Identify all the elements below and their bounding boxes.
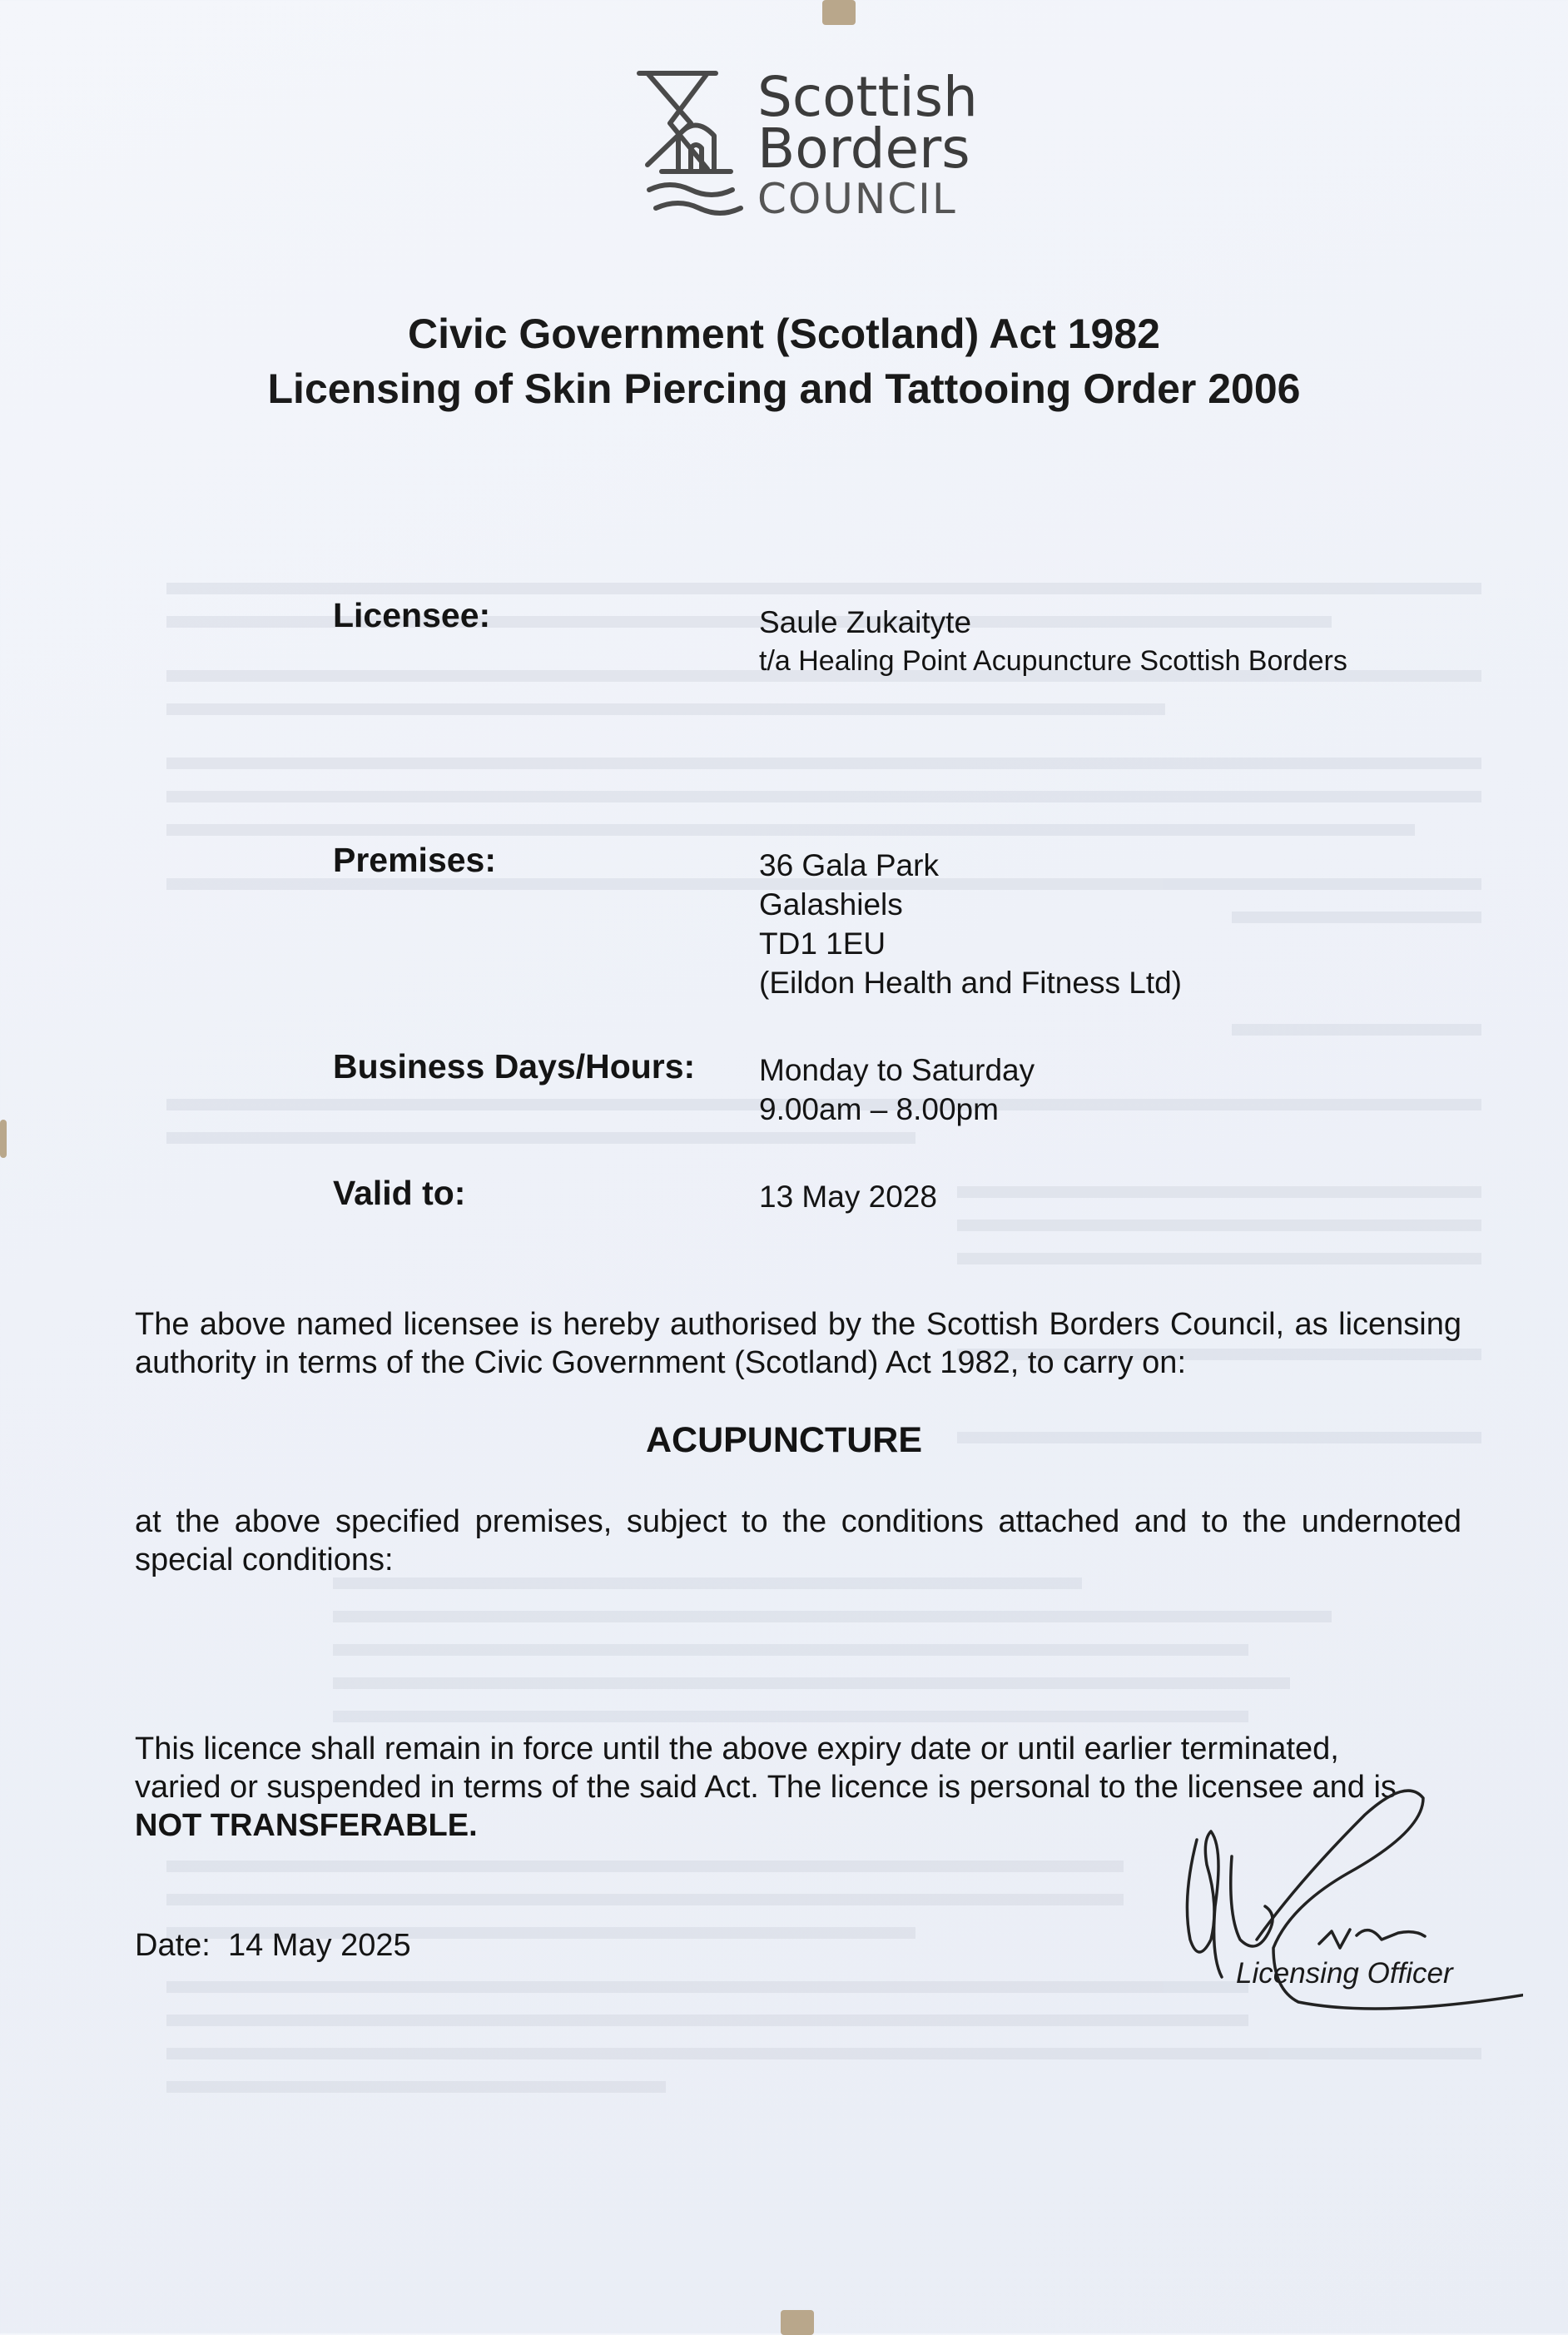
licensed-activity: ACUPUNCTURE	[645, 1420, 923, 1460]
act-title: Civic Government (Scotland) Act 1982	[408, 311, 1160, 357]
premises-line: 36 Gala Park	[759, 848, 939, 882]
valid-to-date: 13 May 2028	[759, 1180, 937, 1214]
frame-clip-bottom	[781, 2310, 814, 2335]
authorisation-text: The above named licensee is hereby authorised by the Scottish Borders Council, as licensing authority in terms of the Civic Government (Scotland) Act 1982, to carry on:	[135, 1307, 1461, 1380]
valid-to-label: Valid to:	[333, 1174, 466, 1212]
premises-line: (Eildon Health and Fitness Ltd)	[759, 966, 1182, 1000]
issue-date	[135, 1926, 634, 1965]
licensee-trading-as: t/a Healing Point Acupuncture Scottish Borders	[759, 645, 1347, 677]
business-hours-label: Business Days/Hours:	[333, 1047, 696, 1086]
business-days: Monday to Saturday	[759, 1053, 1035, 1087]
licensee-name: Saule Zukaityte	[759, 605, 972, 639]
council-logo	[633, 65, 982, 223]
date-label: Date:	[135, 1928, 211, 1963]
licensee-label: Licensee:	[333, 596, 491, 634]
order-title: Licensing of Skin Piercing and Tattooing Order 2006	[267, 365, 1301, 412]
premises-line: TD1 1EU	[759, 927, 886, 961]
business-hours: 9.00am – 8.00pm	[759, 1092, 999, 1126]
date-value: 14 May 2025	[227, 1928, 411, 1963]
council-emblem-icon	[633, 65, 757, 219]
not-transferable: NOT TRANSFERABLE.	[135, 1808, 478, 1843]
conditions-text: at the above specified premises, subject to the conditions attached and to the undernoted special conditions:	[135, 1504, 1461, 1577]
licensing-officer-label: Licensing Officer	[1236, 1957, 1453, 1990]
premises-line: Galashiels	[759, 887, 903, 922]
logo-text-borders: Borders	[757, 117, 970, 181]
licence-term-body: This licence shall remain in force until the above expiry date or until earlier terminated, varied or suspended in terms of the said Act. The licence is personal to the licensee and is	[135, 1731, 1397, 1805]
logo-text-council: COUNCIL	[757, 175, 957, 223]
officer-signature	[1132, 1781, 1523, 2031]
frame-clip-top	[822, 0, 856, 25]
logo-text-scottish: Scottish	[757, 65, 978, 129]
frame-clip-left	[0, 1120, 7, 1158]
premises-address	[759, 846, 1182, 1002]
premises-label: Premises:	[333, 841, 497, 879]
